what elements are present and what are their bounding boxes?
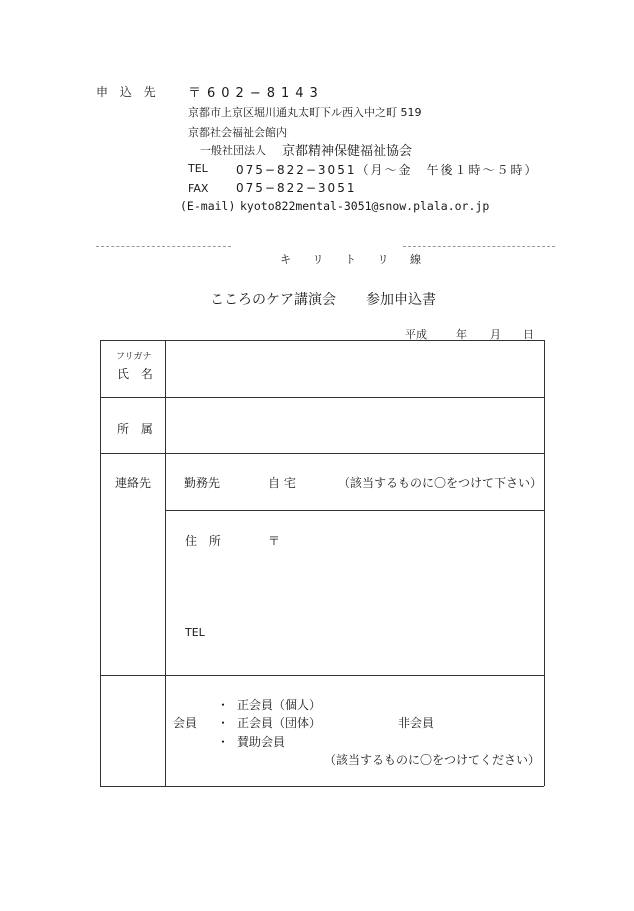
organization-name: 京都精神保健福祉協会 [282, 144, 413, 159]
contact-tel-field[interactable] [210, 622, 543, 672]
cut-line-label: キ リ ト リ 線 [280, 253, 430, 266]
membership-option-individual[interactable]: 正会員（個人） [237, 698, 322, 712]
membership-option-non-member[interactable]: 非会員 [398, 716, 435, 730]
organization-prefix: 一般社団法人 [200, 144, 266, 157]
cut-line-left [96, 246, 231, 247]
date-era: 平成 [405, 328, 427, 341]
date-month-label: 月 [490, 328, 501, 341]
form-subtitle: 参加申込書 [366, 292, 436, 308]
membership-option-group[interactable]: 正会員（団体） [237, 716, 322, 730]
tel-label: TEL [188, 162, 208, 175]
contact-label: 連絡先 [115, 476, 152, 490]
cut-line-right [403, 246, 555, 247]
membership-bullet: ・ [217, 698, 230, 712]
email-label: (E-mail) [180, 199, 236, 213]
name-field[interactable] [166, 341, 543, 396]
affiliation-label: 所 属 [117, 422, 157, 436]
fax-label: FAX [188, 182, 209, 195]
application-destination-label: 申 込 先 [96, 85, 160, 99]
furigana-label: フリガナ [116, 352, 152, 362]
membership-bullet: ・ [217, 716, 230, 730]
contact-tel-label: TEL [185, 626, 205, 639]
fax-value: 075−822−3051 [236, 181, 357, 195]
building-name: 京都社会福祉会館内 [188, 126, 287, 139]
membership-note: （該当するものに〇をつけてください） [324, 753, 541, 767]
date-year-label: 年 [456, 328, 467, 341]
affiliation-field[interactable] [166, 398, 543, 452]
membership-bullet: ・ [217, 735, 230, 749]
address-line: 京都市上京区堀川通丸太町下ル西入中之町 519 [188, 106, 422, 119]
address-label: 住 所 [185, 534, 225, 548]
address-field[interactable] [166, 511, 543, 621]
tel-value: 075−822−3051（月〜金 午後１時〜５時） [236, 163, 539, 177]
form-title: こころのケア講演会 [210, 292, 336, 308]
date-day-label: 日 [523, 328, 534, 341]
email-value: kyoto822mental-3051@snow.plala.or.jp [240, 199, 490, 213]
postal-code: 〒602−8143 [188, 86, 324, 101]
contact-option-note: （該当するものに〇をつけて下さい） [338, 476, 543, 490]
name-label: 氏 名 [117, 367, 157, 381]
membership-label: 会員 [173, 716, 198, 730]
membership-option-supporting[interactable]: 賛助会員 [237, 735, 286, 749]
address-postal-mark: 〒 [268, 534, 281, 548]
contact-option-work[interactable]: 勤務先 [184, 476, 221, 490]
contact-option-home[interactable]: 自 宅 [268, 476, 296, 490]
